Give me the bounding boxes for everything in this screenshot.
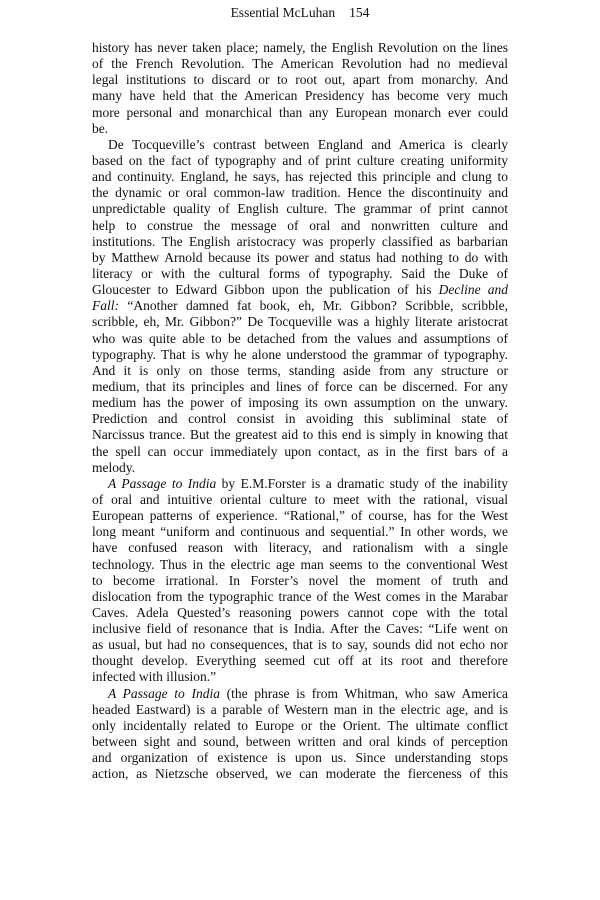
book-title-italic: A Passage to India: [108, 685, 220, 701]
text-line: thought develop. Everything seemed cut off at its root and therefore: [92, 653, 508, 669]
text-line: medium, that its principles and lines of force can be discerned. For any: [92, 378, 508, 394]
book-title-italic: Decline and: [438, 282, 508, 298]
text-line: infected with illusion.”: [92, 669, 217, 685]
paragraph: [92, 40, 508, 137]
paragraph: [92, 476, 508, 686]
running-header: [0, 4, 600, 22]
text-line: medium has the power of imposing its own assumption on the unwary.: [92, 395, 508, 411]
text-line: be.: [92, 120, 109, 136]
page-body: [92, 40, 508, 782]
text-fragment: by E.M.Forster is a dramatic study of the inability: [216, 475, 508, 491]
text-line: literacy or with the cultural forms of typography. Said the Duke of: [92, 265, 508, 281]
text-line: based on the fact of typography and of print culture creating uniformity: [92, 152, 508, 168]
text-line: by Matthew Arnold because its power and status had nothing to do with: [92, 249, 508, 265]
text-line: Prediction and control consist in avoiding this subliminal state of: [92, 411, 508, 427]
page-number: 154: [349, 5, 370, 20]
text-line: and continuity. England, he says, has rejected this principle and clung to: [92, 169, 508, 185]
text-line: unpredictable quality of English culture. The grammar of print cannot: [92, 201, 508, 217]
text-line: legal institutions to discard or to root out, apart from monarchy. And: [92, 72, 508, 88]
text-fragment: Gloucester to Edward Gibbon upon the publication of his: [92, 282, 432, 298]
text-line: the spell can occur immediately upon contact, as in the first bars of a: [92, 443, 508, 459]
text-line: And it is only on those terms, standing aside from any structure or: [92, 362, 508, 378]
text-line: of oral and intuitive oriental culture to meet with the rational, visual: [92, 491, 508, 507]
text-line: [92, 282, 508, 298]
text-line: only incidentally related to Europe or the Orient. The ultimate conflict: [92, 717, 508, 733]
text-line: [92, 476, 508, 492]
text-line: many have held that the American Presidency has become very much: [92, 88, 508, 104]
text-line: action, as Nietzsche observed, we can moderate the fierceness of this: [92, 766, 508, 782]
text-line: as usual, but had no consequences, that is to say, sounds did not echo nor: [92, 637, 508, 653]
text-line: melody.: [92, 459, 135, 475]
text-line: inclusive field of resonance that is India. After the Caves: “Life went on: [92, 621, 508, 637]
text-line: who was quite able to be detached from the values and assumptions of: [92, 330, 508, 346]
text-line: and organization of existence is upon us. Since understanding stops: [92, 750, 508, 766]
text-line: have confused reason with literacy, and rationalism with a single: [92, 540, 508, 556]
text-line: the dynamic or oral common-law tradition. Hence the discontinuity and: [92, 185, 508, 201]
text-line: Narcissus trance. But the greatest aid to this end is simply in knowing that: [92, 427, 508, 443]
text-fragment: (the phrase is from Whitman, who saw America: [219, 685, 509, 701]
text-line: of the French Revolution. The American Revolution had no medieval: [92, 56, 508, 72]
text-fragment: “Another damned fat book, eh, Mr. Gibbon? Scribble, scribble,: [127, 298, 508, 314]
text-line: between sight and sound, between written and oral kinds of perception: [92, 734, 508, 750]
text-line: more personal and monarchical than any European monarch ever could: [92, 104, 508, 120]
book-title-italic: Fall:: [92, 298, 119, 314]
text-line: history has never taken place; namely, the English Revolution on the lines: [92, 40, 508, 55]
book-title: Essential McLuhan: [230, 5, 336, 20]
text-line: De Tocqueville’s contrast between England and America is clearly: [108, 136, 508, 152]
book-title-italic: A Passage to India: [108, 475, 217, 491]
text-line: [92, 686, 508, 702]
text-line: European patterns of experience. “Rational,” of course, has for the West: [92, 508, 508, 524]
text-line: typography. That is why he alone understood the grammar of typography.: [92, 346, 508, 362]
text-line: Caves. Adela Quested’s reasoning powers cannot cope with the total: [92, 604, 508, 620]
paragraph: [92, 137, 508, 476]
text-line: scribble, eh, Mr. Gibbon?” De Tocqueville was a highly literate aristocrat: [92, 314, 508, 330]
text-line: dislocation from the typographic trance of the West comes in the Marabar: [92, 588, 508, 604]
paragraph: [92, 686, 508, 783]
text-line: institutions. The English aristocracy was properly classified as barbarian: [92, 233, 508, 249]
text-line: technology. Thus in the electric age man seems to the conventional West: [92, 556, 508, 572]
text-line: [92, 298, 508, 314]
text-line: to become irrational. In Forster’s novel the moment of truth and: [92, 572, 508, 588]
text-line: long meant “uniform and continuous and sequential.” In other words, we: [92, 524, 508, 540]
text-line: help to construe the message of oral and nonwritten culture and: [92, 217, 508, 233]
text-line: headed Eastward) is a parable of Western man in the electric age, and is: [92, 701, 508, 717]
